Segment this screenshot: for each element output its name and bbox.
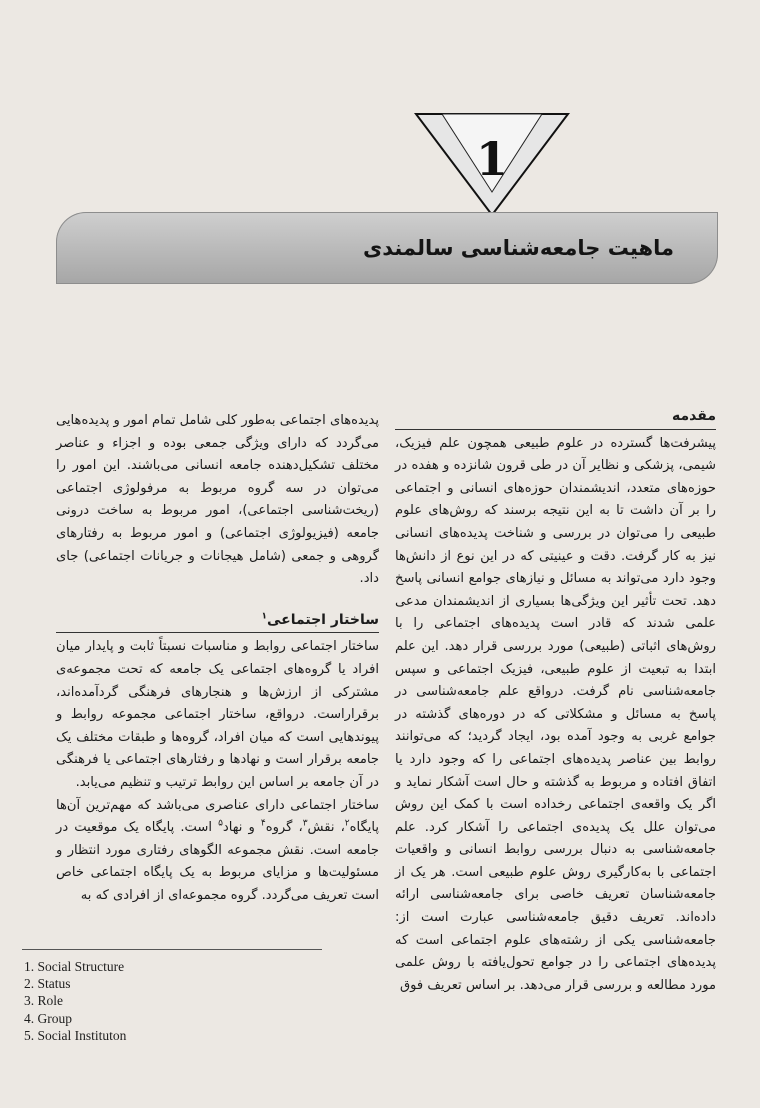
footnote-divider <box>22 949 322 950</box>
footnote-ref: ۵ <box>218 818 223 829</box>
heading-text: مقدمه <box>672 408 716 424</box>
introduction-paragraph: پیشرفت‌ها گسترده در علوم طبیعی همچون علم فیزیک، شیمی، پزشکی و نظایر آن در طی قرون شانزده و هفده در حوزه‌های متعدد، اندیشمندان حوزه‌های انسانی و اجتماعی را بر آن داشت تا به این نتیجه برسند که روش‌های علوم طبیعی را می‌توان در بررسی و شناخت پدیده‌های انسانی نیز به کار گرفت. دقت و عینیتی که در این نوع از دانش‌ها وجود دارد می‌تواند به مسائل و نیازهای جوامع انسانی پاسخ دهد. تحت تأثیر این ویژگی‌ها بسیاری از اندیشمندان مدعی علمی شدند که قادر است پدیده‌های اجتماعی را با روش‌های اثباتی (طبیعی) مورد بررسی قرار دهد. این علم ابتدا به تبعیت از علوم طبیعی، فیزیک اجتماعی و سپس جامعه‌شناسی نام گرفت. درواقع علم جامعه‌شناسی در پاسخ به مسائل و مشکلاتی که در دوره‌های گذشته در جوامع غربی به وجود آمده بود، ایجاد گردید؛ که می‌توانند روابط بین عناصر پدیده‌های اجتماعی را که وجود دارد یا اتفاق افتاده و مربوط به گذشته و حال است آشکار نماید و اگر یک واقعه‌ی اجتماعی رخداده است با کمک این روش می‌توان علل یک پدیده‌ی اجتماعی را آشکار کرد. علم جامعه‌شناسی به دنبال بررسی روابط انسانی و واقعیات اجتماعی با به‌کارگیری روش علوم طبیعی است. هر یک از جامعه‌شناسان تعریف خاصی برای جامعه‌شناسی ارائه داده‌اند. تعریف دقیق جامعه‌شناسی عبارت است از: جامعه‌شناسی یکی از رشته‌های علوم اجتماعی است که پدیده‌های اجتماعی را در جوامع تحول‌یافته با روش علمی مورد مطالعه و بررسی قرار می‌دهد. بر اساس تعریف فوق <box>395 435 716 993</box>
footnote-item: 5. Social Instituton <box>24 1027 127 1043</box>
footnote-ref: ۲ <box>344 818 350 829</box>
social-phenomena-paragraph: پدیده‌های اجتماعی به‌طور کلی شامل تمام امور و پدیده‌هایی می‌گردد که دارای ویژگی جمعی بوده و اجزاء و عناصر مختلف تشکیل‌دهنده جامعه انسانی می‌باشند. این امور را می‌توان در سه گروه مربوط به مرفولوژی اجتماعی (ریخت‌شناسی اجتماعی)، امور مربوط به ساخت درونی جامعه (فیزیولوژی اجتماعی) و امور مربوط به رفتارهای گروهی و جمعی (شامل هیجانات و جریانات اجتماعی) جای داد. <box>56 413 379 587</box>
chapter-title: ماهیت جامعه‌شناسی سالمندی <box>363 236 674 260</box>
chapter-badge <box>414 112 570 217</box>
footnotes-list <box>24 958 324 1044</box>
footnote-ref: ۴ <box>260 818 266 829</box>
left-column <box>56 410 379 907</box>
footnote-ref: ۳ <box>302 818 308 829</box>
right-column <box>395 405 716 997</box>
text-run: است. پایگاه یک موقعیت در جامعه است. نقش مجموعه الگوهای رفتاری مورد انتظار و مسئولیت‌ها و مزایای مربوط به یک پایگاه اجتماعی خاص است تعریف می‌گردد. گروه مجموعه‌ای از افرادی که به <box>56 820 379 903</box>
section-heading-introduction <box>395 405 716 430</box>
text-run: و نهاد <box>222 820 261 836</box>
bleed-through-text <box>50 118 720 208</box>
text-run: ، نقش <box>307 820 345 836</box>
section-heading-social-structure <box>56 609 379 634</box>
bleed-through-text <box>50 288 720 400</box>
footnote-ref: ۱ <box>261 611 267 622</box>
social-structure-paragraph: ساختار اجتماعی روابط و مناسبات نسبتاً ثابت و پایدار میان افراد یا گروه‌های اجتماعی یک جامعه که تحت مجموعه‌ی مشترکی از ارزش‌ها و هنجارهای فرهنگی گردآمده‌اند، برقراراست. درواقع، ساختار اجتماعی مجموعه روابط و پیوندهایی است که میان افراد، گروه‌ها و طبقات مختلف یک جامعه برقرار است و نهادها و رفتارهای اجتماعی یا فرهنگی در آن جامعه بر اساس این روابط ترتیب و تنظیم می‌یابد. <box>56 639 379 790</box>
footnote-item: 3. Role <box>24 993 63 1009</box>
text-run: ساختار اجتماعی دارای عناصری می‌باشد که مهم‌ترین آن‌ها پایگاه <box>56 797 379 836</box>
chapter-number: 1 <box>475 132 508 186</box>
footnote-item: 2. Status <box>24 976 71 992</box>
footnote-item: 1. Social Structure <box>24 959 125 974</box>
social-structure-elements-paragraph <box>56 795 379 908</box>
heading-text: ساختار اجتماعی <box>267 611 379 628</box>
footnote-item: 4. Group <box>24 1010 72 1026</box>
text-run: ، گروه <box>265 820 303 836</box>
chapter-title-banner <box>56 212 718 284</box>
